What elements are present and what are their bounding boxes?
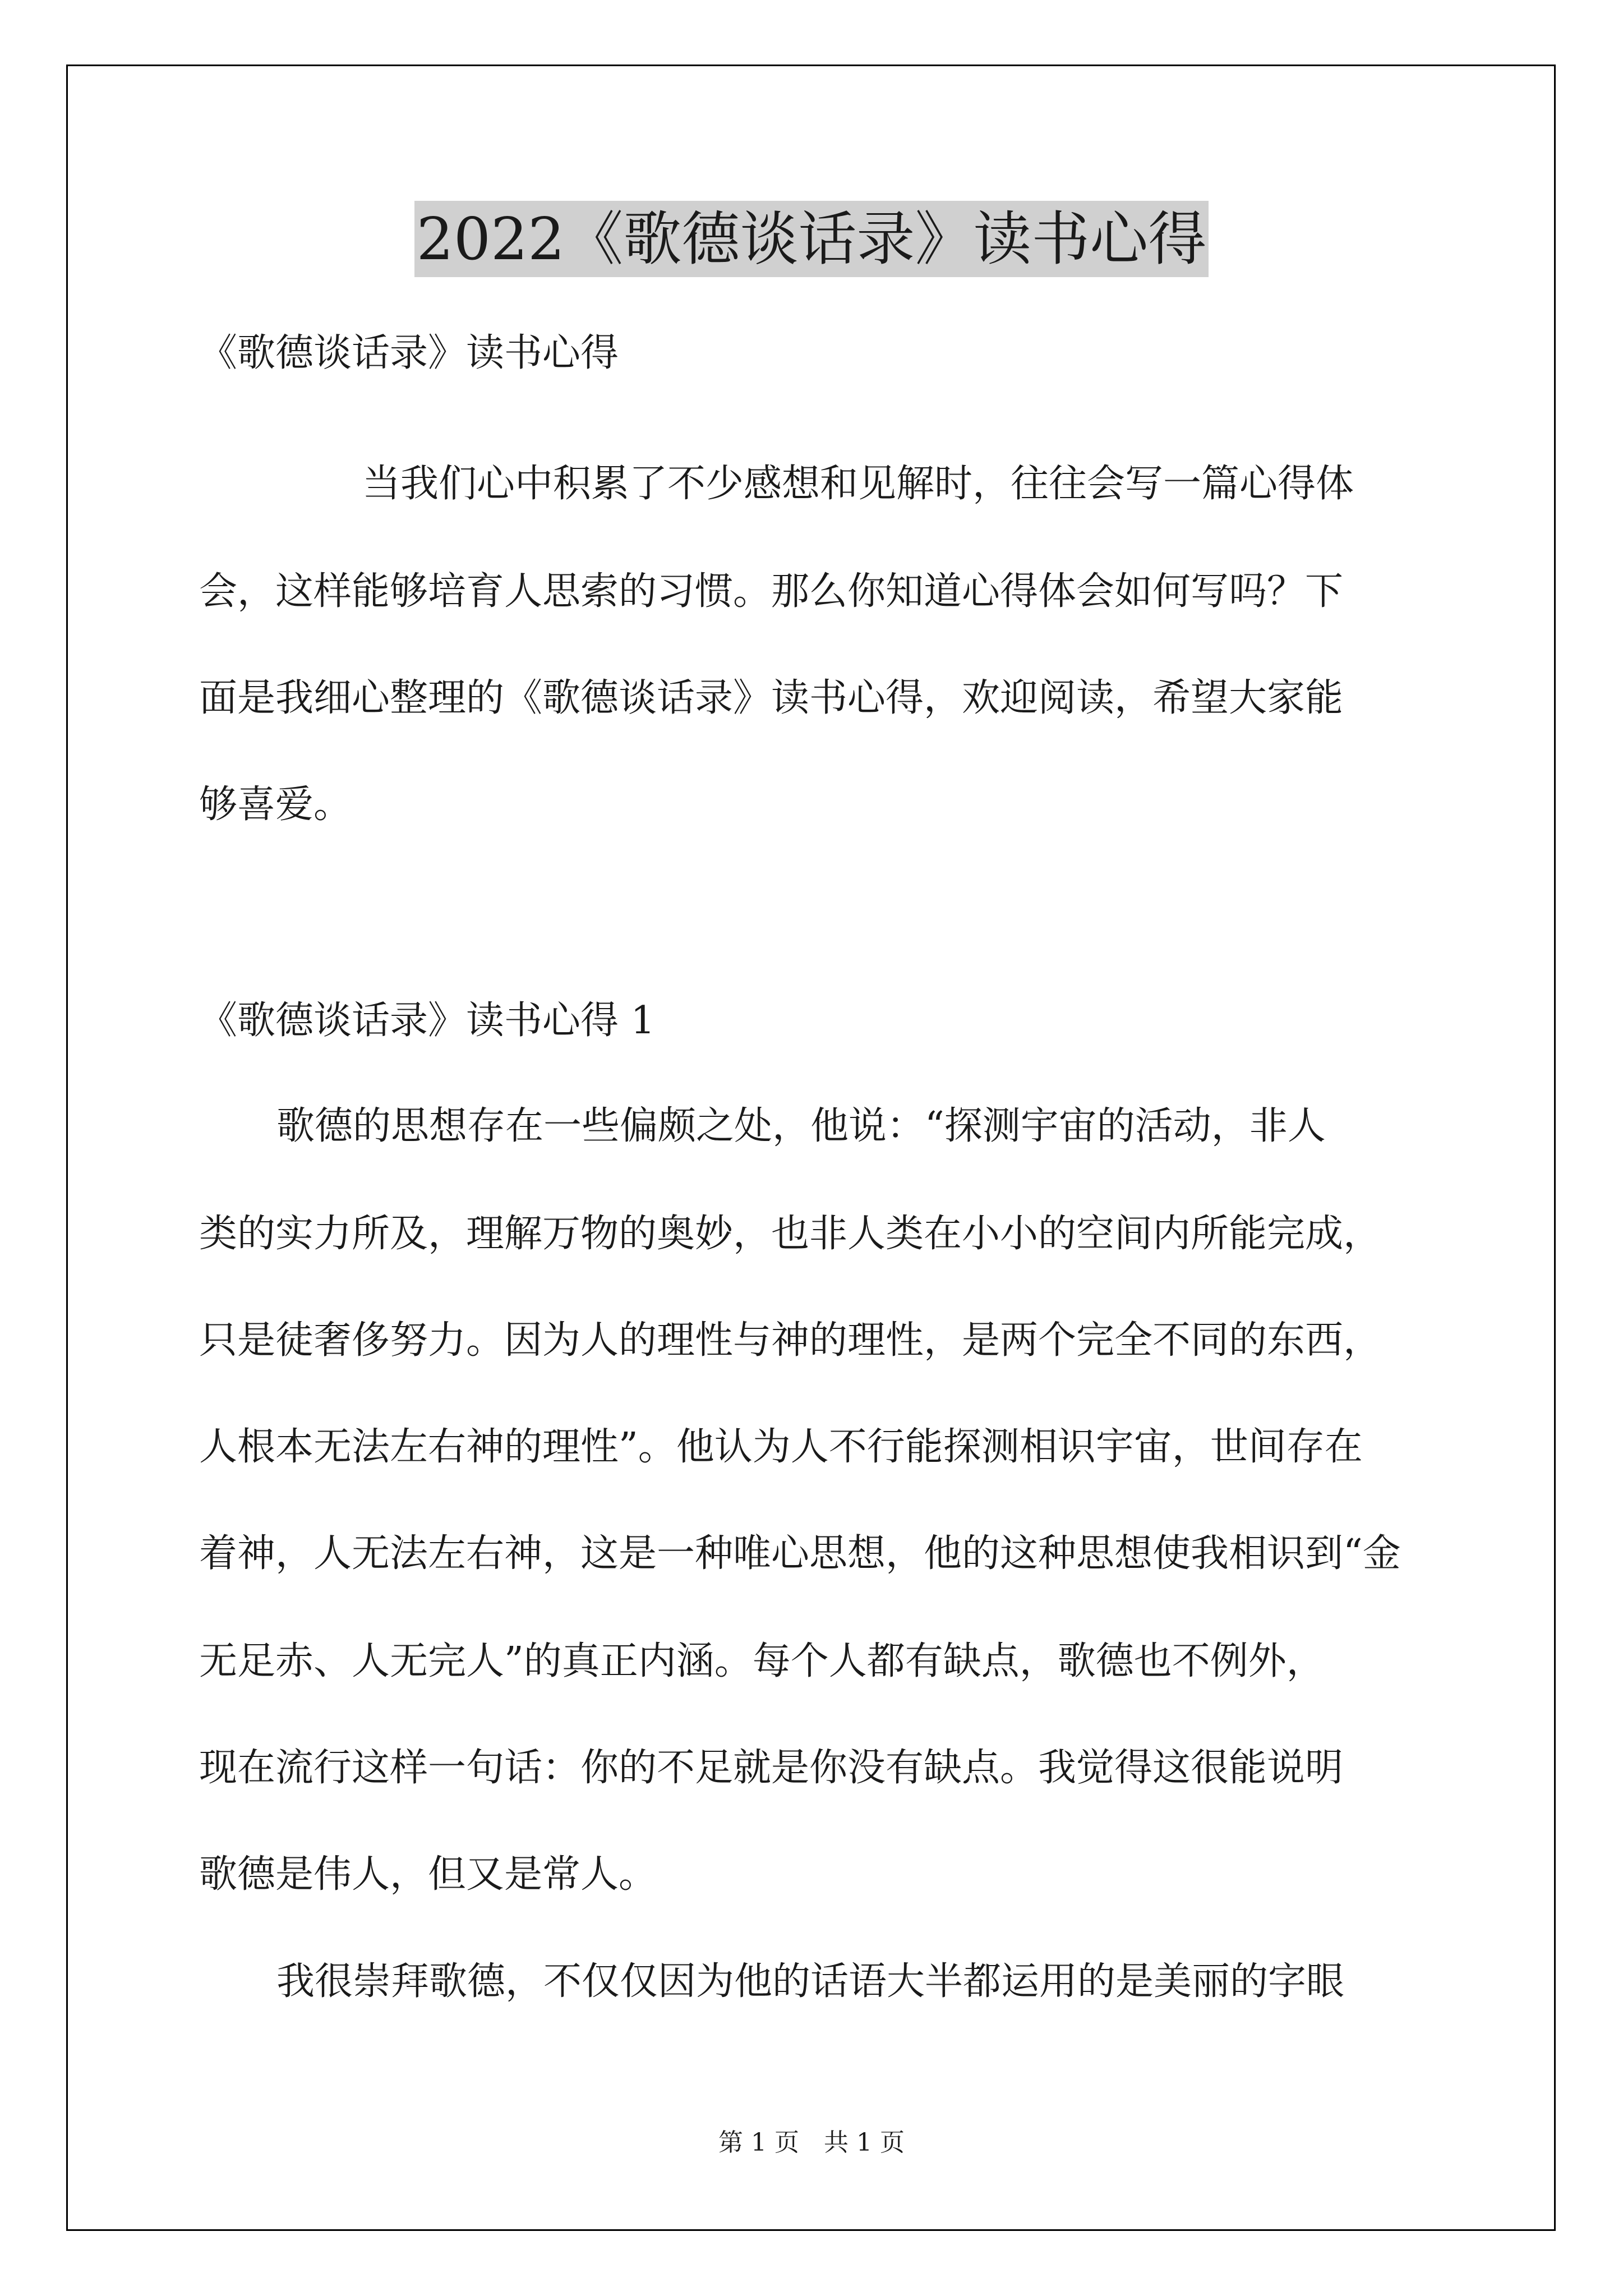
section-heading: 《歌德谈话录》读书心得 1 (199, 999, 655, 1043)
intro-line-4: 够喜爱。 (199, 783, 352, 827)
body-line-3: 只是徒奢侈努力。因为人的理性与神的理性，是两个完全不同的东西， (199, 1318, 1382, 1363)
body-line-6: 无足赤、人无完人”的真正内涵。每个人都有缺点，歌德也不例外， (199, 1639, 1325, 1683)
intro-line-3: 面是我细心整理的《歌德谈话录》读书心得，欢迎阅读，希望大家能 (199, 676, 1344, 720)
body-line-1: 歌德的思想存在一些偏颇之处，他说：“探测宇宙的活动，非人 (276, 1104, 1326, 1148)
document-subtitle: 《歌德谈话录》读书心得 (199, 331, 619, 375)
page-footer: 第 1 页 共 1 页 (718, 2128, 905, 2157)
body-line-5: 着神，人无法左右神，这是一种唯心思想，他的这种思想使我相识到“金 (199, 1531, 1401, 1576)
body-line-9: 我很崇拜歌德，不仅仅因为他的话语大半都运用的是美丽的字眼 (276, 1959, 1345, 2004)
document-title: 2022《歌德谈话录》读书心得 (414, 201, 1209, 277)
intro-line-1: 当我们心中积累了不少感想和见解时，往往会写一篇心得体 (362, 462, 1354, 506)
body-line-7: 现在流行这样一句话：你的不足就是你没有缺点。我觉得这很能说明 (199, 1746, 1344, 1790)
body-line-2: 类的实力所及，理解万物的奥妙，也非人类在小小的空间内所能完成， (199, 1212, 1382, 1256)
title-container (0, 201, 1623, 277)
body-line-4: 人根本无法左右神的理性”。他认为人不行能探测相识宇宙，世间存在 (199, 1425, 1363, 1469)
intro-line-2: 会，这样能够培育人思索的习惯。那么你知道心得体会如何写吗？下 (199, 569, 1344, 614)
body-line-8: 歌德是伟人，但又是常人。 (199, 1852, 657, 1897)
